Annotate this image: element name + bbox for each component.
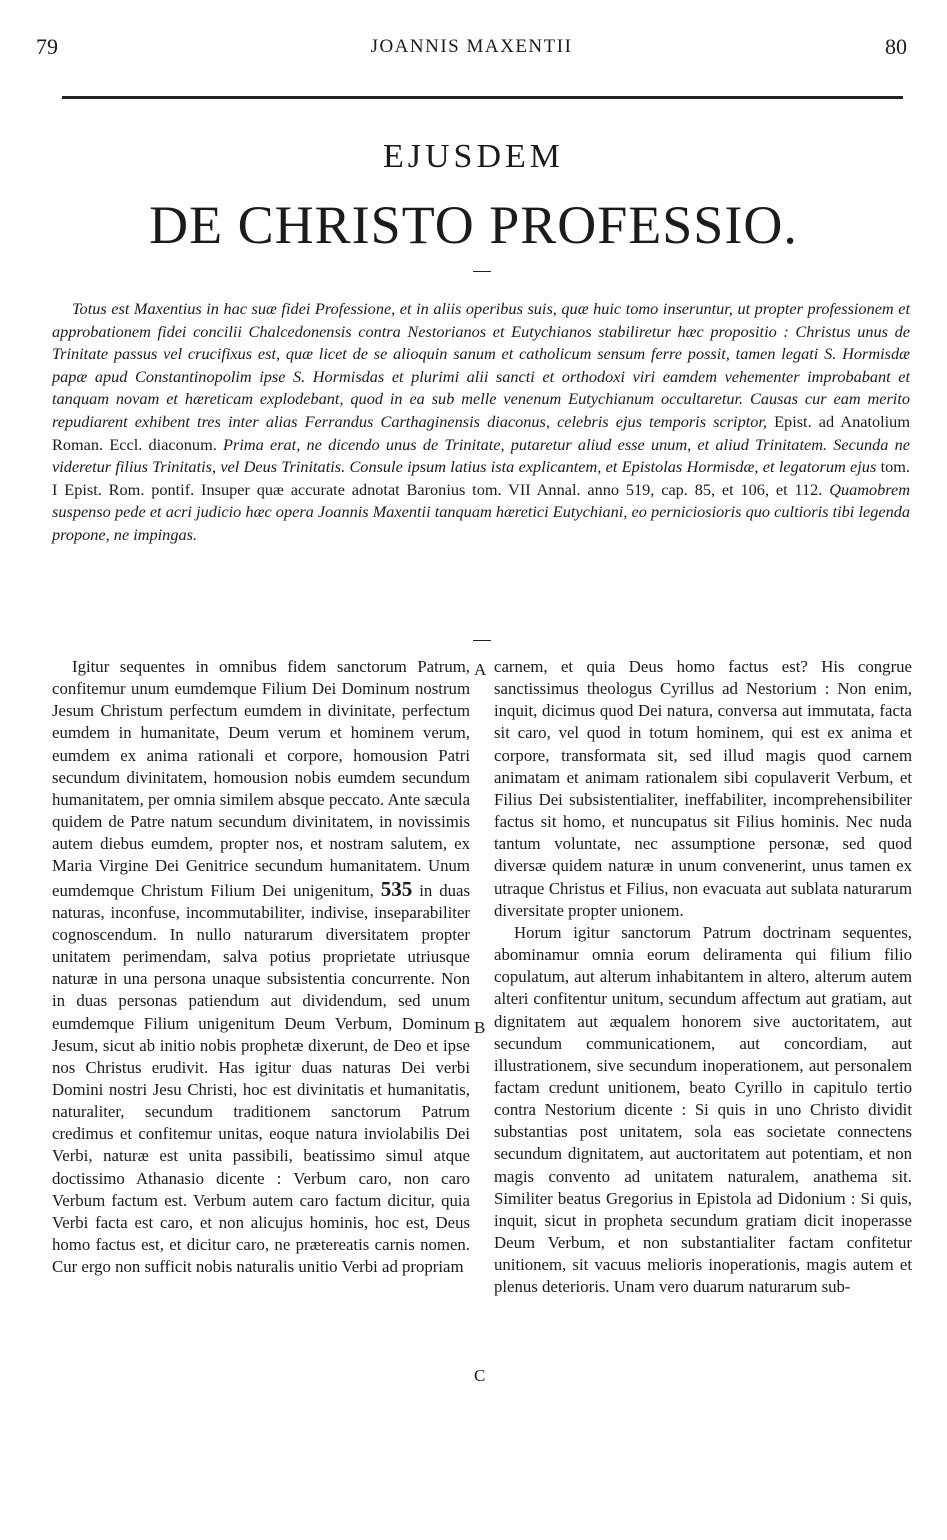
- paragraph: [52, 656, 470, 1278]
- preface-text: Quamobrem suspenso pede et acri judicio hæc opera Joannis Maxentii tanquam hæretici Eutychiani, eo perniciosioris quo cultioris tibi legenda propone, ne impingas.: [52, 479, 911, 544]
- paragraph-text: Igitur sequentes in omnibus fidem sanctorum Patrum, confitemur unum eumdemque Filium Dei Dominum nostrum Jesum Christum perfectum eumdem in divinitate, perfectum eumdem in humanitate, Deum verum et hominem verum, eumdem ex anima rationali et corpore, homousion Patri secundum divinitatem, homousion nobis eumdem secundum humanitatem, per omnia similem absque peccato. Ante sæcula quidem de Patre natum secundum divinitatem, in novissimis autem diebus eumdem, propter nos, et nostram salutem, ex Maria Virgine Dei Genitrice secundum humanitatem. Unum eumdemque Christum Filium Dei unigenitum,: [52, 657, 471, 900]
- page-number-right: 80: [885, 34, 907, 59]
- separator-dash: [473, 271, 491, 272]
- folio-number: 535: [380, 876, 413, 901]
- paragraph: carnem, et quia Deus homo factus est? His congrue sanctissimus theologus Cyrillus ad Nestorium : Non enim, inquit, dicimus quod Dei natura, conversa aut immutata, facta sit caro, vel quod in totum hominem, qui est ex anima et corpore, transformata sit, sed illud magis quod carnem animatam et animam rationalem sibi copulaverit Verbum, et Filius Dei subsistentialiter, ineffabiliter, incomprehensibiliter factus sit homo, et nuncupatus sit Filius hominis. Nec nuda tantum voluntate, nec assumptione personæ, sed quod diversæ quidem naturæ in unum convenerint, unus tamen ex utraque Christus et Filius, non evacuata aut sublata naturarum diversitate propter unionem.: [494, 657, 912, 920]
- preface: [52, 298, 910, 547]
- preface-text: Prima erat, ne dicendo unus de Trinitate, putaretur aliud esse unum, et aliud Trinitatem. Secunda ne videretur filius Trinitatis, vel Deus Trinitatis. Consule ipsum latius ista explicantem, et Epistolas Hormisdæ, et legatorum ejus: [52, 434, 910, 477]
- page-number-left: 79: [36, 34, 58, 59]
- running-title: JOANNIS MAXENTII: [370, 36, 573, 57]
- preface-text: Totus est Maxentius in hac suæ fidei Professione, et in aliis operibus suis, quæ huic tomo inseruntur, ut propter professionem et approbationem fidei concilii Chalcedonensis contra Nestorianos et Eutychianos stabiliretur hæc propositio : Christus unus de Trinitate passus vel crucifixus est, quæ licet de se alioquin sanum et catholicum sensum ferre possit, tamen legati S. Hormisdæ papæ apud Constantinopolim ipse S. Hormisdas et plurimi alii sancti et orthodoxi viri eamdem vehementer improbabant et tanquam novam et hæreticam explodebant, quod in ea sub melle venenum Eutychianum occultaretur. Causas cur eam merito repudiarent exhibent tres inter alias Ferrandus Carthaginensis diaconus, celebris ejus temporis scriptor,: [52, 299, 910, 431]
- paragraph: Horum igitur sanctorum Patrum doctrinam sequentes, abominamur omnia eorum deliramenta qui filium filio copulatum, aut alterum inhabitantem in altero, alterum autem alteri confitentur unitum, secundum affectum aut gratiam, aut dignitatem aut æqualem honorem sive auctoritatem, aut secundum communicationem, aut concordiam, aut illustrationem, sive secundum inoperationem, aut personalem factam credunt unitionem, beato Cyrillo in capitulo tertio contra Nestorium dicente : Si quis in uno Christo dividit substantias post unitatem, sola eas societate connectens secundum dignitatem, aut auctoritatem aut potentiam, et non magis convento ad unitatem naturalem, anathema sit. Similiter beatus Gregorius in Epistola ad Didonium : Si quis, inquit, sicut in propheta secundum gratiam dicit inoperasse Deum Verbum, et non substantialiter factam confitetur unitionem, sit vacuus melioris inoperationis, magis autem et plenus deterioris. Unam vero duarum naturarum sub-: [494, 922, 912, 1297]
- header-rule: [62, 96, 903, 99]
- main-title: DE CHRISTO PROFESSIO.: [149, 195, 798, 255]
- title-kicker: EJUSDEM: [382, 138, 565, 175]
- left-column: [52, 656, 470, 1278]
- margin-marker-c: C: [474, 1366, 486, 1385]
- right-column: [494, 656, 912, 1299]
- running-header: [36, 34, 907, 64]
- margin-marker-b: B: [474, 1018, 486, 1037]
- preface-citation: Epist. ad Anatolium Roman. Eccl. diaconum.: [52, 411, 910, 454]
- margin-marker-a: A: [474, 660, 487, 679]
- paragraph-text: in duas naturas, inconfuse, incommutabiliter, indivise, inseparabiliter cognoscendum. In nullo naturarum diversitatem propter unitatem perimendam, salva potius proprietate utriusque naturæ in una persona unaque subsistentia concurrente. Non in duas personas patiendum aut dividendum, sed unum eumdemque Filium unigenitum Deum Verbum, Dominum Jesum, sicut ab initio nobis prophetæ dixerunt, de Deo et ipse nos Christus erudivit. Has igitur duas naturas Dei verbi Domini nostri Jesu Christi, hoc est divinitatis et humanitatis, naturaliter, secundum traditionem sanctorum Patrum credimus et confitemur unitas, eoque natura inviolabilis Dei Verbi, naturæ est unita passibili, beatissimo simul atque doctissimo Athanasio dicente : Verbum caro, non caro Verbum factum est. Verbum autem caro factum dicitur, quia Verbi facta est caro, et non alicujus hominis, hoc est, Deus homo factus est, et dicitur caro, ne prætereatis carnis nomen. Cur ergo non sufficit nobis naturalis unitio Verbi ad propriam: [52, 880, 470, 1277]
- separator-dash: [473, 640, 491, 641]
- preface-citation: tom. I Epist. Rom. pontif. Insuper quæ accurate adnotat Baronius tom. VII Annal. anno 519, cap. 85, et 106, et 112.: [52, 457, 910, 499]
